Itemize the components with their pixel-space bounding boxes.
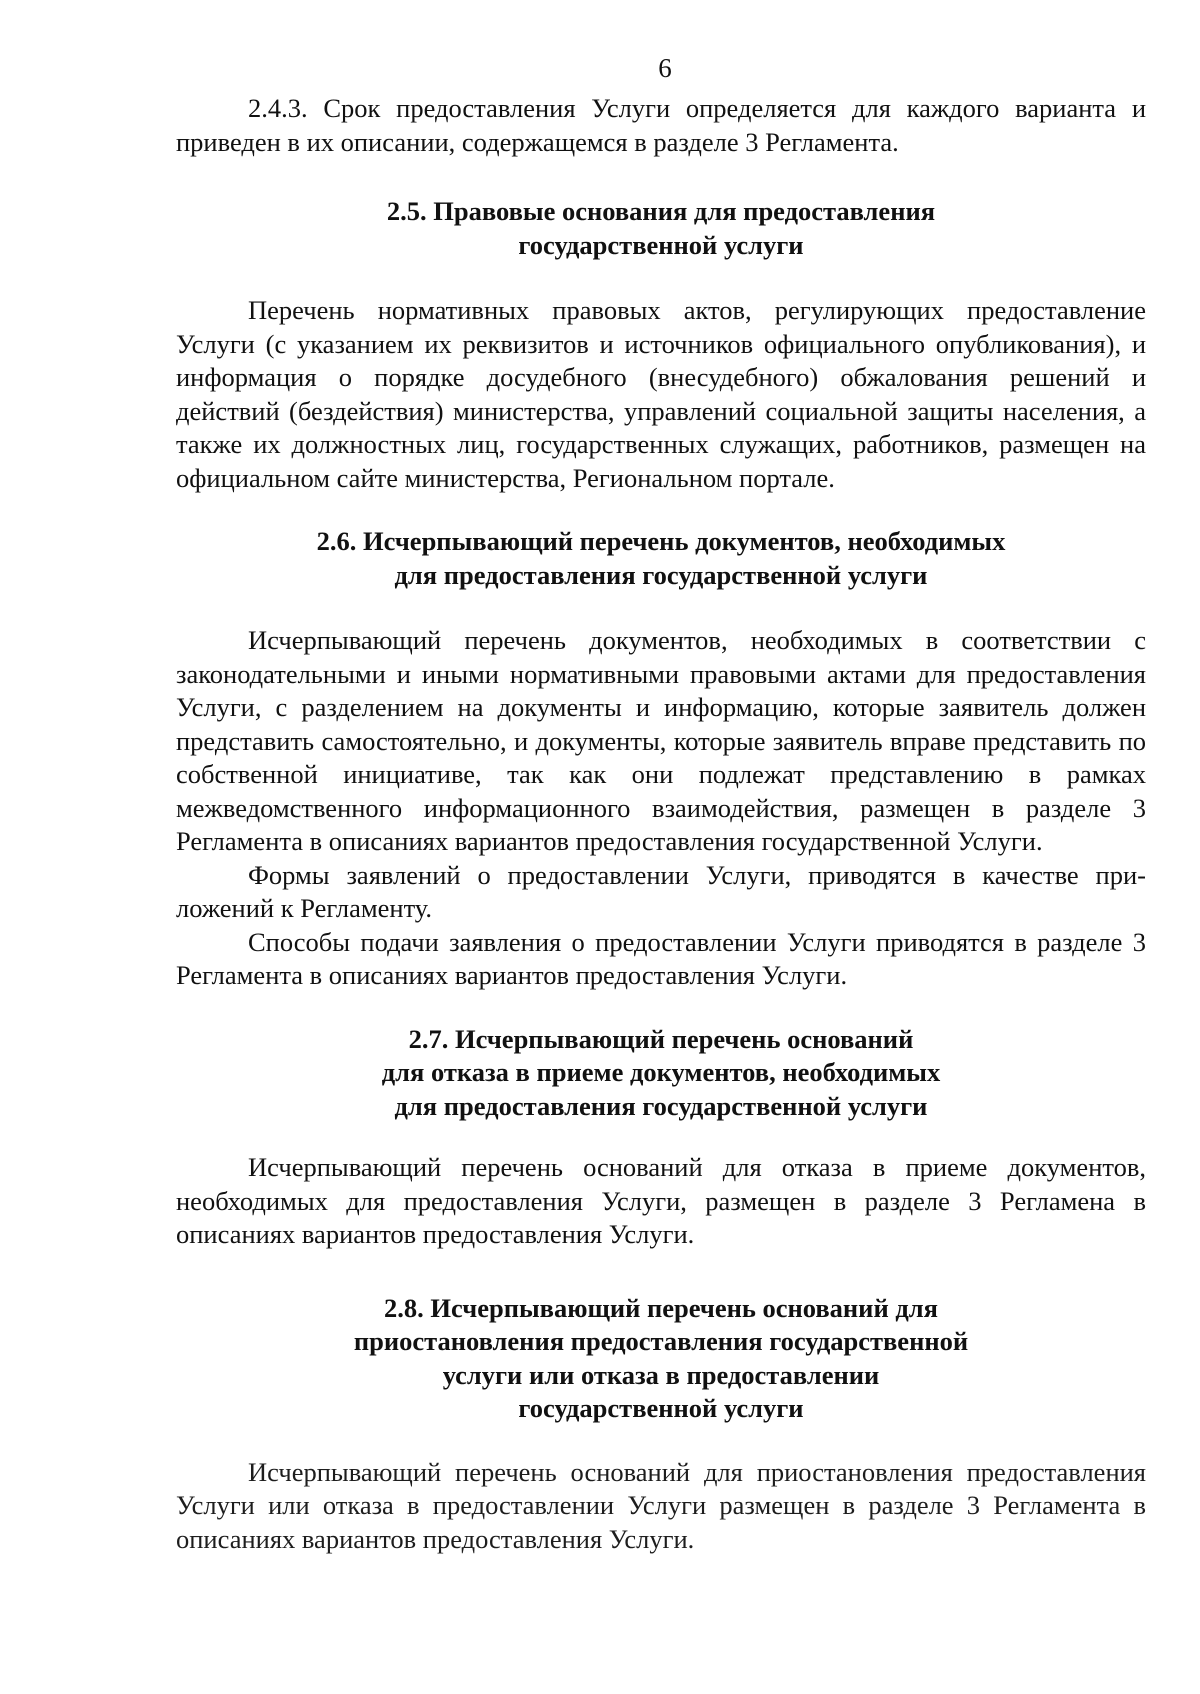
heading-line: для отказа в приеме документов, необходимых bbox=[381, 1057, 941, 1087]
section-paragraph: Перечень нормативных правовых актов, регулирующих предоставление Услуги (с указанием их реквизитов и источников официального опубликования), и информация о порядке досудебного (внесудебного) обжалования решений и действий (бездействия) министерства, управлений социальной защиты населения, а также их должностных лиц, государственных служащих, работников, размещен на официальном сайте министерства, Региональном портале. bbox=[176, 295, 1146, 493]
heading-line: государственной услуги bbox=[518, 229, 804, 260]
section-heading-2-6 bbox=[176, 525, 1146, 592]
section-paragraph: Способы подачи заявления о предоставлении Услуги приводятся в разделе 3 Регламента в описаниях вариантов предоставления Услуги. bbox=[176, 926, 1146, 990]
section-heading-2-5 bbox=[176, 195, 1146, 262]
heading-line: приостановления предоставления государственной bbox=[353, 1326, 969, 1356]
section-paragraph: Исчерпывающий перечень оснований для приостановления предоставления Услуги или отказа в предоставлении Услуги размещен в разделе 3 Регламента в описаниях вариантов предоставления Услуги. bbox=[176, 1456, 1146, 1554]
section-paragraph: Исчерпывающий перечень оснований для отказа в приеме документов, необходимых для предоставления Услуги, размещен в разделе 3 Регламена в описаниях вариантов предоставления Услуги. bbox=[176, 1152, 1146, 1249]
heading-line: 2.6. Исчерпывающий перечень документов, необходимых bbox=[316, 526, 1006, 556]
heading-line: для предоставления государственной услуги bbox=[394, 559, 928, 590]
heading-line: услуги или отказа в предоставлении bbox=[442, 1359, 880, 1390]
page-number: 6 bbox=[658, 53, 672, 83]
section-heading-2-7 bbox=[176, 1023, 1146, 1124]
intro-paragraph: 2.4.3. Срок предоставления Услуги определяется для каждого варианта и приведен в их описании, содержащемся в разделе 3 Регламента. bbox=[176, 93, 1146, 157]
heading-line: 2.8. Исчерпывающий перечень оснований для bbox=[384, 1292, 938, 1323]
heading-line: 2.5. Правовые основания для предоставления bbox=[386, 196, 936, 226]
heading-line: 2.7. Исчерпывающий перечень оснований bbox=[408, 1023, 914, 1054]
section-paragraph: Исчерпывающий перечень документов, необходимых в соответствии с законодательными и иными нормативными правовыми актами для предоставления Услуги, с разделением на документы и информацию, которые заявитель должен представить самостоятельно, и документы, которые заявитель вправе представить по собственной инициативе, так как они подлежат представлению в рамках межведомственного информационного взаимодействия, размещен в разделе 3 Регламента в описаниях вариантов предоставления государственной Услуги. bbox=[176, 625, 1146, 856]
document-body bbox=[176, 92, 1146, 1556]
section-heading-2-8 bbox=[176, 1292, 1146, 1426]
heading-line: государственной услуги bbox=[518, 1393, 804, 1423]
heading-line: для предоставления государственной услуги bbox=[394, 1090, 928, 1121]
section-paragraph: Формы заявлений о предоставлении Услуги, приводятся в качестве приложений к Регламенту. bbox=[176, 859, 1146, 923]
